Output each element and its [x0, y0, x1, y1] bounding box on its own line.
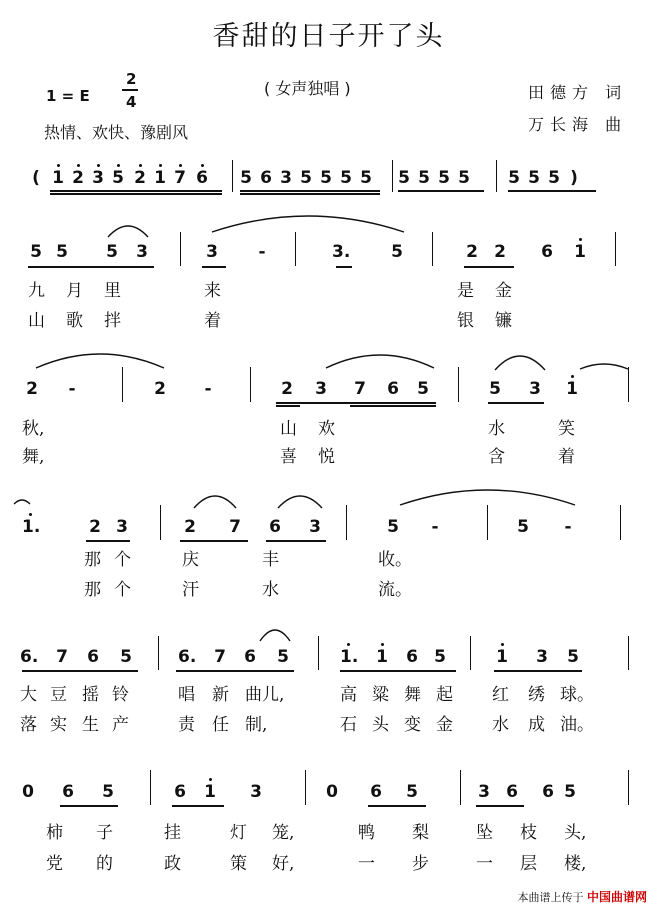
note: 5	[300, 168, 312, 188]
note: 6	[506, 782, 518, 802]
lyric: 是	[457, 281, 474, 301]
lyric: 收。	[378, 550, 412, 570]
lyric: 成	[528, 715, 545, 735]
lyric: 个	[114, 580, 131, 600]
note: 6	[542, 782, 554, 802]
note: 2	[26, 379, 38, 399]
slur	[194, 496, 236, 508]
lyric: 石	[340, 715, 357, 735]
lyric: 一	[358, 854, 375, 874]
lyric: 楼,	[564, 854, 587, 874]
note: 7	[354, 379, 366, 399]
lyric: 铃	[112, 685, 129, 705]
slur	[108, 226, 148, 237]
lyric: 的	[96, 854, 113, 874]
lyric: 镰	[495, 311, 512, 331]
lyric: 拌	[104, 311, 121, 331]
lyric: 水	[492, 715, 509, 735]
footer-text: 本曲谱上传于	[517, 891, 584, 904]
note: 6	[174, 782, 186, 802]
lyric: 豆	[50, 685, 67, 705]
lyric: 红	[492, 685, 509, 705]
lyric: 悦	[318, 447, 335, 467]
lyric: 丰	[262, 550, 279, 570]
lyric: 水	[262, 580, 279, 600]
note: 5	[438, 168, 450, 188]
note: 3	[536, 647, 548, 667]
slur	[495, 356, 545, 370]
lyric: 坠	[476, 823, 493, 843]
lyric: 里	[104, 281, 121, 301]
note: 5	[112, 168, 124, 188]
note: 6	[387, 379, 399, 399]
lyric: 金	[495, 281, 512, 301]
note: 5	[528, 168, 540, 188]
note: 2	[466, 242, 478, 262]
lyric: 笼,	[272, 823, 295, 843]
lyric: 含	[488, 447, 505, 467]
slur	[212, 216, 404, 232]
note: (	[32, 168, 40, 188]
note: 5	[489, 379, 501, 399]
note: 7	[229, 517, 241, 537]
note: 6.	[178, 647, 197, 667]
lyric: 制,	[245, 715, 268, 735]
note: 6	[260, 168, 272, 188]
footer-logo: 中国曲谱网	[586, 890, 647, 904]
lyric: 那	[84, 550, 101, 570]
lyric: 落	[20, 715, 37, 735]
note: 5	[406, 782, 418, 802]
note: 0	[326, 782, 338, 802]
lyric: 大	[20, 685, 37, 705]
lyric: 个	[114, 550, 131, 570]
lyric: 责	[178, 715, 195, 735]
note: 5	[387, 517, 399, 537]
note: 3	[116, 517, 128, 537]
lyric: 歌	[66, 311, 83, 331]
note: 2	[89, 517, 101, 537]
lyric: 一	[476, 854, 493, 874]
lyric: 月	[66, 281, 83, 301]
lyric: 九	[28, 281, 45, 301]
lyric: 金	[436, 715, 453, 735]
note: 1.	[340, 647, 359, 667]
lyricist-credit: 田德方 词	[528, 83, 628, 102]
slur	[260, 630, 290, 641]
note: 0	[22, 782, 34, 802]
note: 5	[564, 782, 576, 802]
lyric: 摇	[82, 685, 99, 705]
lyric: 山	[28, 311, 45, 331]
lyric: 来	[204, 281, 221, 301]
lyric: 起	[436, 685, 453, 705]
lyric: 鸭	[358, 823, 375, 843]
lyric: 枝	[520, 823, 537, 843]
lyric: 舞	[404, 685, 421, 705]
lyric: 任	[212, 715, 229, 735]
note: 5	[102, 782, 114, 802]
lyric: 那	[84, 580, 101, 600]
lyric: 粱	[372, 685, 389, 705]
slur	[36, 354, 164, 368]
note: 3	[309, 517, 321, 537]
note: 3	[136, 242, 148, 262]
lyric: 银	[457, 311, 474, 331]
note: 3	[92, 168, 104, 188]
note: 3	[206, 242, 218, 262]
note: 2	[134, 168, 146, 188]
lyric: 层	[520, 854, 537, 874]
lyric: 子	[96, 823, 113, 843]
lyric: 柿	[46, 823, 63, 843]
note: 5	[517, 517, 529, 537]
lyric: 党	[46, 854, 63, 874]
note: 6.	[20, 647, 39, 667]
note: 5	[434, 647, 446, 667]
note: 5	[320, 168, 332, 188]
note: 6	[541, 242, 553, 262]
note: 5	[508, 168, 520, 188]
note: 3	[315, 379, 327, 399]
note: )	[570, 168, 578, 188]
note: 5	[458, 168, 470, 188]
note: 1	[154, 168, 166, 188]
note: 1.	[22, 517, 41, 537]
note: -	[68, 379, 76, 399]
note: 5	[106, 242, 118, 262]
note: 5	[240, 168, 252, 188]
note: 6	[62, 782, 74, 802]
note: 2	[494, 242, 506, 262]
lyric: 水	[488, 419, 505, 439]
slur	[278, 496, 322, 508]
lyric: 变	[404, 715, 421, 735]
lyric: 欢	[318, 419, 335, 439]
note: 6	[244, 647, 256, 667]
note: 5	[56, 242, 68, 262]
lyric: 新	[212, 685, 229, 705]
note: 5	[360, 168, 372, 188]
note: 2	[154, 379, 166, 399]
note: 7	[214, 647, 226, 667]
note: 5	[567, 647, 579, 667]
time-signature-bottom: 4	[126, 93, 137, 111]
lyric: 梨	[412, 823, 429, 843]
key-signature: 1 = E	[46, 87, 90, 105]
note: 1	[52, 168, 64, 188]
lyric: 政	[164, 854, 181, 874]
lyric: 头,	[564, 823, 587, 843]
tempo-marking: 热情、欢快、豫剧风	[44, 123, 189, 142]
note: 3	[478, 782, 490, 802]
footer	[517, 888, 647, 905]
lyric: 产	[112, 715, 129, 735]
lyric: 着	[204, 311, 221, 331]
lyric: 喜	[280, 447, 297, 467]
note: 6	[87, 647, 99, 667]
note: 2	[72, 168, 84, 188]
note: 1	[376, 647, 388, 667]
note: 7	[174, 168, 186, 188]
lyric: 秋,	[22, 419, 45, 439]
lyric: 头	[372, 715, 389, 735]
performance-note: ( 女声独唱 )	[264, 79, 351, 98]
lyric: 曲儿,	[245, 685, 285, 705]
note: 1	[204, 782, 216, 802]
note: 2	[281, 379, 293, 399]
lyric: 汗	[182, 580, 199, 600]
note: 7	[56, 647, 68, 667]
note: 2	[184, 517, 196, 537]
lyric: 实	[50, 715, 67, 735]
lyric: 绣	[528, 685, 545, 705]
time-signature-top: 2	[126, 70, 137, 88]
lyric: 唱	[178, 685, 195, 705]
composer-credit: 万长海 曲	[528, 115, 628, 134]
lyric: 流。	[378, 580, 412, 600]
song-title: 香甜的日子开了头	[212, 21, 445, 52]
lyric: 山	[280, 419, 297, 439]
note: 6	[269, 517, 281, 537]
lyric: 灯	[230, 823, 247, 843]
slur	[580, 364, 628, 369]
lyric: 生	[82, 715, 99, 735]
lyric: 油。	[560, 715, 594, 735]
lyric: 步	[412, 854, 429, 874]
lyric: 策	[230, 854, 247, 874]
note: 5	[398, 168, 410, 188]
note: 5	[277, 647, 289, 667]
note: 3	[529, 379, 541, 399]
lyric: 笑	[558, 419, 575, 439]
note: 5	[120, 647, 132, 667]
note: 5	[418, 168, 430, 188]
lyric: 着	[558, 447, 575, 467]
slur	[326, 355, 434, 368]
lyric: 好,	[272, 854, 295, 874]
note: -	[431, 517, 439, 537]
lyric: 球。	[560, 685, 594, 705]
note: 6	[370, 782, 382, 802]
note: 5	[30, 242, 42, 262]
note: 3	[250, 782, 262, 802]
lyric: 庆	[182, 550, 199, 570]
lyric: 挂	[164, 823, 181, 843]
note: 5	[417, 379, 429, 399]
note: 6	[196, 168, 208, 188]
note: 1	[574, 242, 586, 262]
note: -	[204, 379, 212, 399]
slur	[400, 490, 575, 505]
note: 5	[391, 242, 403, 262]
note: -	[564, 517, 572, 537]
note: 5	[340, 168, 352, 188]
slur	[14, 500, 30, 504]
lyric: 高	[340, 685, 357, 705]
note: 3.	[332, 242, 351, 262]
note: -	[258, 242, 266, 262]
lyric: 舞,	[22, 447, 45, 467]
note: 1	[566, 379, 578, 399]
note: 1	[496, 647, 508, 667]
note: 6	[406, 647, 418, 667]
note: 5	[548, 168, 560, 188]
note: 3	[280, 168, 292, 188]
